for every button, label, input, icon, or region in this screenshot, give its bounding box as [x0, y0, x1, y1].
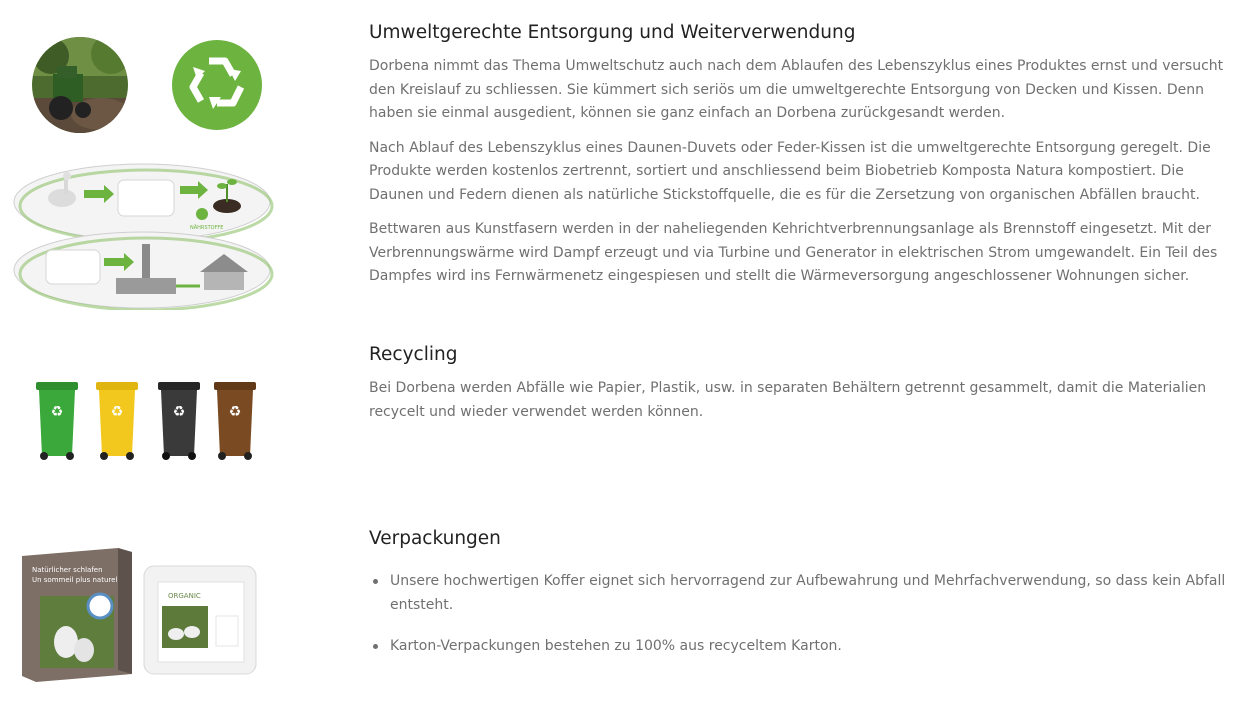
svg-text:♻: ♻ [50, 404, 64, 420]
recycling-text [369, 342, 1239, 424]
svg-text:♻: ♻ [110, 404, 124, 420]
lifecycle-diagram [12, 158, 276, 310]
section-title: Verpackungen [369, 528, 501, 549]
paragraph: Dorbena nimmt das Thema Umweltschutz auch nach dem Ablaufen des Lebenszyklus eines Produktes ernst und versucht den Kreislauf zu schliessen. Sie kümmert sich seriös um die umweltgerechte Entsorgung von Decken und Kissen. Denn haben sie einmal ausgedient, können sie ganz einfach an Dorbena zurückgesandt werden. [369, 58, 1224, 121]
section-recycling [0, 330, 1247, 490]
packaging-photo [18, 546, 262, 686]
section-packaging [0, 520, 1247, 714]
list-item: Karton-Verpackungen bestehen zu 100% aus recyceltem Karton. [369, 634, 1239, 658]
recycling-bins [30, 378, 262, 462]
bullet-list [369, 569, 1239, 658]
svg-text:♻: ♻ [228, 404, 242, 420]
bin-yellow [96, 382, 138, 460]
tractor-photo [31, 36, 129, 134]
diagram-label: NÄHRSTOFFE [190, 225, 224, 231]
disposal-text [369, 20, 1239, 289]
packaging-text [369, 526, 1239, 658]
svg-text:♻: ♻ [172, 404, 186, 420]
paragraph: Nach Ablauf des Lebenszyklus eines Daunen-Duvets oder Feder-Kissen ist die umweltgerechte Entsorgung geregelt. Die Produkte werden kostenlos zertrennt, sortiert und anschliessend beim Biobetrieb Komposta Natura kompostiert. Die Daunen und Federn dienen als natürliche Stickstoffquelle, die es für die Zersetzung von organischen Abfällen braucht. [369, 139, 1211, 203]
section-disposal [0, 0, 1247, 320]
bin-brown [214, 382, 256, 460]
paragraph: Bei Dorbena werden Abfälle wie Papier, Plastik, usw. in separaten Behältern getrennt gesammelt, damit die Materialien recycelt und wieder verwendet werden können. [369, 380, 1207, 420]
section-title: Umweltgerechte Entsorgung und Weiterverwendung [369, 22, 856, 43]
paragraph: Bettwaren aus Kunstfasern werden in der naheliegenden Kehrichtverbrennungsanlage als Brennstoff eingesetzt. Mit der Verbrennungswärme wird Dampf erzeugt und via Turbine und Generator in elektrischen Strom umgewandelt. Ein Teil des Dampfes wird ins Fernwärmenetz eingespiesen und stellt die Wärmeversorgung angeschlossener Wohnungen sicher. [369, 221, 1218, 284]
list-item: Unsere hochwertigen Koffer eignet sich hervorragend zur Aufbewahrung und Mehrfachverwendung, so dass kein Abfall entsteht. [369, 569, 1239, 617]
bin-black [158, 382, 200, 460]
recycle-icon [171, 39, 263, 131]
box-headline-2: Un sommeil plus naturel [32, 576, 118, 584]
section-title: Recycling [369, 344, 458, 365]
bin-green [36, 382, 78, 460]
box-headline-1: Natürlicher schlafen [32, 566, 103, 574]
bag-label: ORGANIC [168, 592, 201, 600]
